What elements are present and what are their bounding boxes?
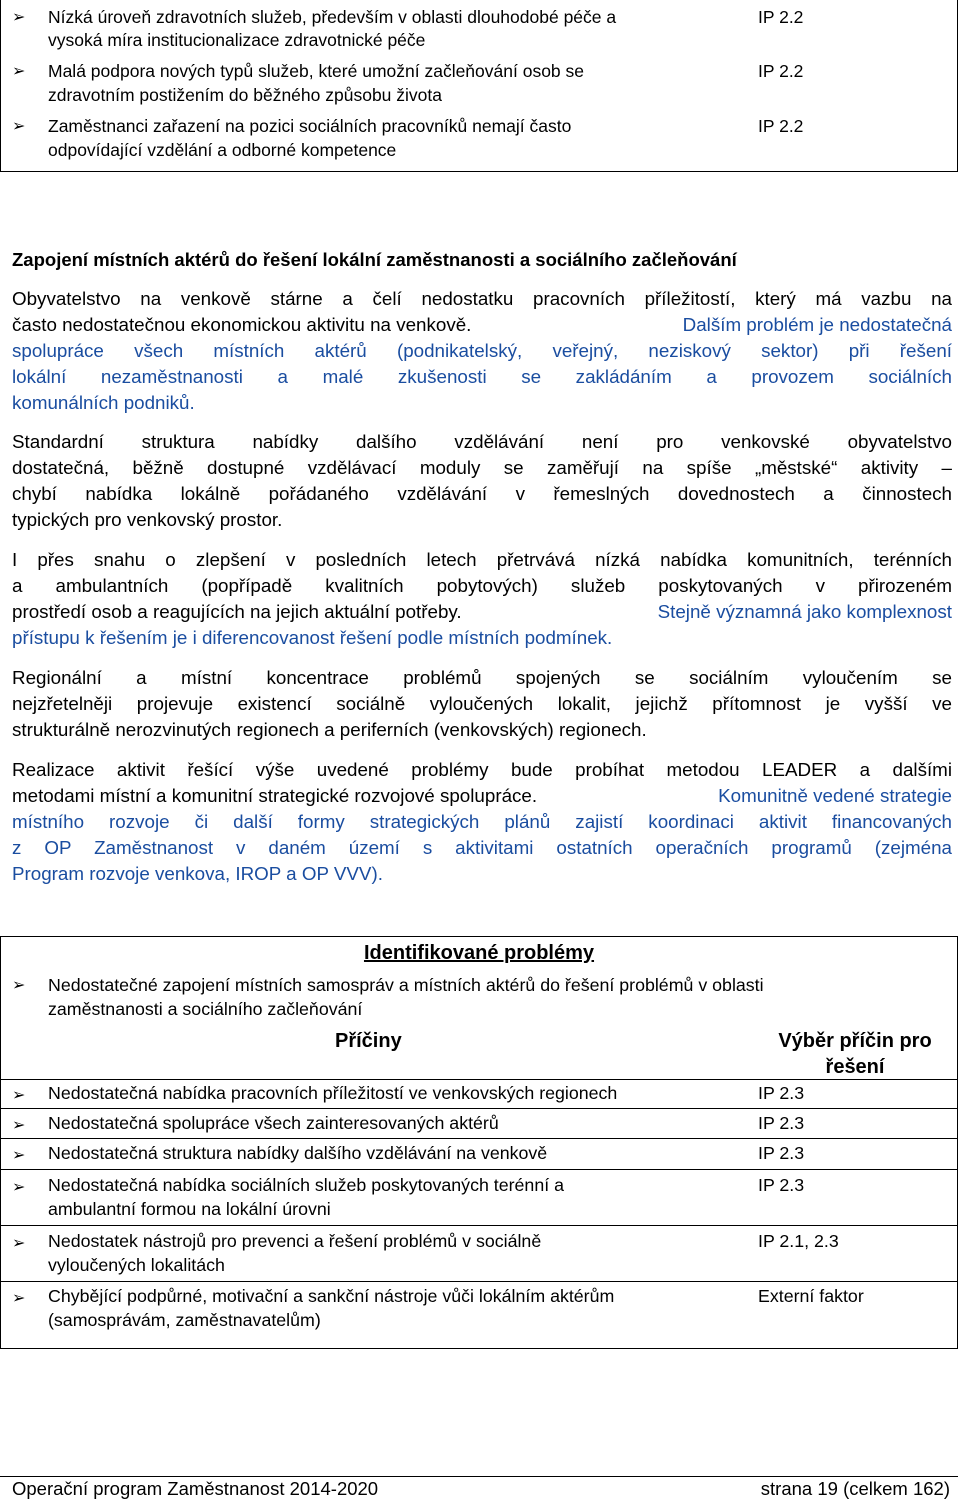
cause-ref: IP 2.3 — [758, 1083, 805, 1103]
problem-statement-line: Nedostatečné zapojení místních samospráv a místních aktérů do řešení problémů v oblasti — [48, 975, 764, 995]
top-list-text-line: Malá podpora nových typů služeb, které umožní začleňování osob se — [48, 61, 585, 81]
arrow-bullet-icon: ➢ — [12, 1145, 26, 1164]
arrow-bullet-icon: ➢ — [12, 1115, 26, 1134]
selection-column-header — [760, 1028, 950, 1080]
arrow-bullet-icon: ➢ — [12, 1085, 26, 1104]
problems-box-title-text: Identifikované problémy — [363, 942, 595, 964]
cause-text: (samosprávám, zaměstnavatelům) — [48, 1310, 321, 1330]
paragraph-segment-highlight: Stejně významná jako komplexnost — [657, 600, 952, 622]
row-divider — [0, 1138, 958, 1139]
cause-text: ambulantní formou na lokální úrovni — [48, 1199, 331, 1219]
paragraph — [12, 665, 952, 743]
cause-text: Nedostatečná nabídka pracovních příležitostí ve venkovských regionech — [48, 1083, 618, 1103]
cause-ref: IP 2.3 — [758, 1113, 805, 1133]
cause-text: Nedostatečná nabídka sociálních služeb poskytovaných terénní a — [48, 1175, 564, 1195]
problem-statement-line: zaměstnanosti a sociálního začleňování — [48, 999, 363, 1019]
problems-box-title — [0, 940, 958, 966]
footer-divider — [0, 1476, 958, 1477]
paragraph-line: z OP Zaměstnanost v daném území s aktivitami ostatních operačních programů (zejména — [12, 836, 952, 858]
cause-ref: Externí faktor — [758, 1286, 864, 1306]
selection-header-line: Výběr příčin pro — [778, 1030, 932, 1052]
paragraph-line: komunálních podniků. — [12, 391, 195, 413]
arrow-bullet-icon: ➢ — [12, 1288, 26, 1307]
row-divider — [0, 1169, 958, 1170]
arrow-bullet-icon: ➢ — [12, 116, 26, 135]
causes-column-header: Příčiny — [335, 1030, 402, 1052]
top-list-text-line: Zaměstnanci zařazení na pozici sociálních pracovníků nemají často — [48, 116, 572, 136]
cause-text: Nedostatečná spolupráce všech zainteresovaných aktérů — [48, 1113, 499, 1133]
row-divider — [0, 1281, 958, 1282]
top-list-ref: IP 2.2 — [758, 116, 804, 136]
top-list-text-line: Nízká úroveň zdravotních služeb, především v oblasti dlouhodobé péče a — [48, 7, 617, 27]
arrow-bullet-icon: ➢ — [12, 61, 26, 80]
arrow-bullet-icon: ➢ — [12, 7, 26, 26]
paragraph-line: typických pro venkovský prostor. — [12, 508, 283, 530]
paragraph — [12, 757, 952, 886]
footer-program-title: Operační program Zaměstnanost 2014-2020 — [12, 1478, 379, 1499]
top-list-text-line: odpovídající vzdělání a odborné kompetence — [48, 140, 397, 160]
paragraph-line: Regionální a místní koncentrace problémů spojených se sociálním vyloučením se — [12, 667, 952, 688]
row-divider — [0, 1108, 958, 1109]
cause-ref: IP 2.3 — [758, 1175, 805, 1195]
top-list-ref: IP 2.2 — [758, 61, 804, 81]
arrow-bullet-icon: ➢ — [12, 975, 26, 994]
cause-ref: IP 2.1, 2.3 — [758, 1231, 839, 1251]
arrow-bullet-icon: ➢ — [12, 1233, 26, 1252]
section-heading: Zapojení místních aktérů do řešení lokální zaměstnanosti a sociálního začleňování — [12, 249, 737, 270]
top-list-text-line: vysoká míra institucionalizace zdravotnické péče — [48, 30, 426, 50]
paragraph — [12, 286, 952, 415]
row-divider — [0, 1079, 958, 1080]
cause-text: vyloučených lokalitách — [48, 1255, 225, 1275]
paragraph-line: strukturálně nerozvinutých regionech a periferních (venkovských) regionech. — [12, 718, 647, 740]
arrow-bullet-icon: ➢ — [12, 1177, 26, 1196]
paragraph-segment: metodami místní a komunitní strategické rozvojové spolupráce. — [12, 784, 538, 806]
cause-text: Chybějící podpůrné, motivační a sankční nástroje vůči lokálním aktérům — [48, 1286, 615, 1306]
paragraph-segment-highlight: Dalším problém je nedostatečná — [682, 313, 952, 335]
paragraph-line: dostatečná, běžně dostupné vzdělávací moduly se zaměřují na spíše „městské“ aktivity – — [12, 456, 952, 478]
paragraph-segment: často nedostatečnou ekonomickou aktivitu na venkově. — [12, 313, 472, 335]
paragraph-line: nejzřetelněji projevuje existencí sociálně vyloučených lokalit, jejichž přítomnost je vyšší ve — [12, 692, 952, 714]
paragraph-line: I přes snahu o zlepšení v posledních letech přetrvává nízká nabídka komunitních, terénních — [12, 549, 952, 570]
paragraph — [12, 547, 952, 651]
paragraph-line — [12, 783, 952, 809]
paragraph-line: chybí nabídka lokálně pořádaného vzdělávání v řemeslných dovednostech a činnostech — [12, 482, 952, 504]
footer-page-number: strana 19 (celkem 162) — [760, 1478, 950, 1499]
paragraph-line: Realizace aktivit řešící výše uvedené problémy bude probíhat metodou LEADER a dalšími — [12, 759, 952, 780]
paragraph-line — [12, 599, 952, 625]
paragraph-line — [12, 312, 952, 338]
paragraph-line: místního rozvoje či další formy strategických plánů zajistí koordinaci aktivit financovaných — [12, 810, 952, 832]
paragraph-segment: prostředí osob a reagujících na jejich aktuální potřeby. — [12, 600, 462, 622]
selection-header-line: řešení — [825, 1056, 885, 1078]
paragraph-line: lokální nezaměstnanosti a malé zkušenosti se zakládáním a provozem sociálních — [12, 365, 952, 387]
cause-ref: IP 2.3 — [758, 1143, 805, 1163]
row-divider — [0, 1225, 958, 1226]
paragraph-line: a ambulantních (popřípadě kvalitních pobytových) služeb poskytovaných v přirozeném — [12, 574, 952, 596]
paragraph-line: Obyvatelstvo na venkově stárne a čelí nedostatku pracovních příležitostí, který má vazbu na — [12, 288, 952, 309]
top-list-text-line: zdravotním postižením do běžného způsobu života — [48, 85, 442, 105]
paragraph-line: přístupu k řešením je i diferencovanost řešení podle místních podmínek. — [12, 626, 613, 648]
paragraph-line: spolupráce všech místních aktérů (podnikatelský, veřejný, neziskový sektor) při řešení — [12, 339, 952, 361]
paragraph — [12, 429, 952, 533]
paragraph-line: Standardní struktura nabídky dalšího vzdělávání není pro venkovské obyvatelstvo — [12, 431, 952, 452]
cause-text: Nedostatek nástrojů pro prevenci a řešení problémů v sociálně — [48, 1231, 542, 1251]
top-list-ref: IP 2.2 — [758, 7, 804, 27]
cause-text: Nedostatečná struktura nabídky dalšího vzdělávání na venkově — [48, 1143, 548, 1163]
paragraph-segment-highlight: Komunitně vedené strategie — [718, 784, 952, 806]
paragraph-line: Program rozvoje venkova, IROP a OP VVV). — [12, 862, 383, 884]
